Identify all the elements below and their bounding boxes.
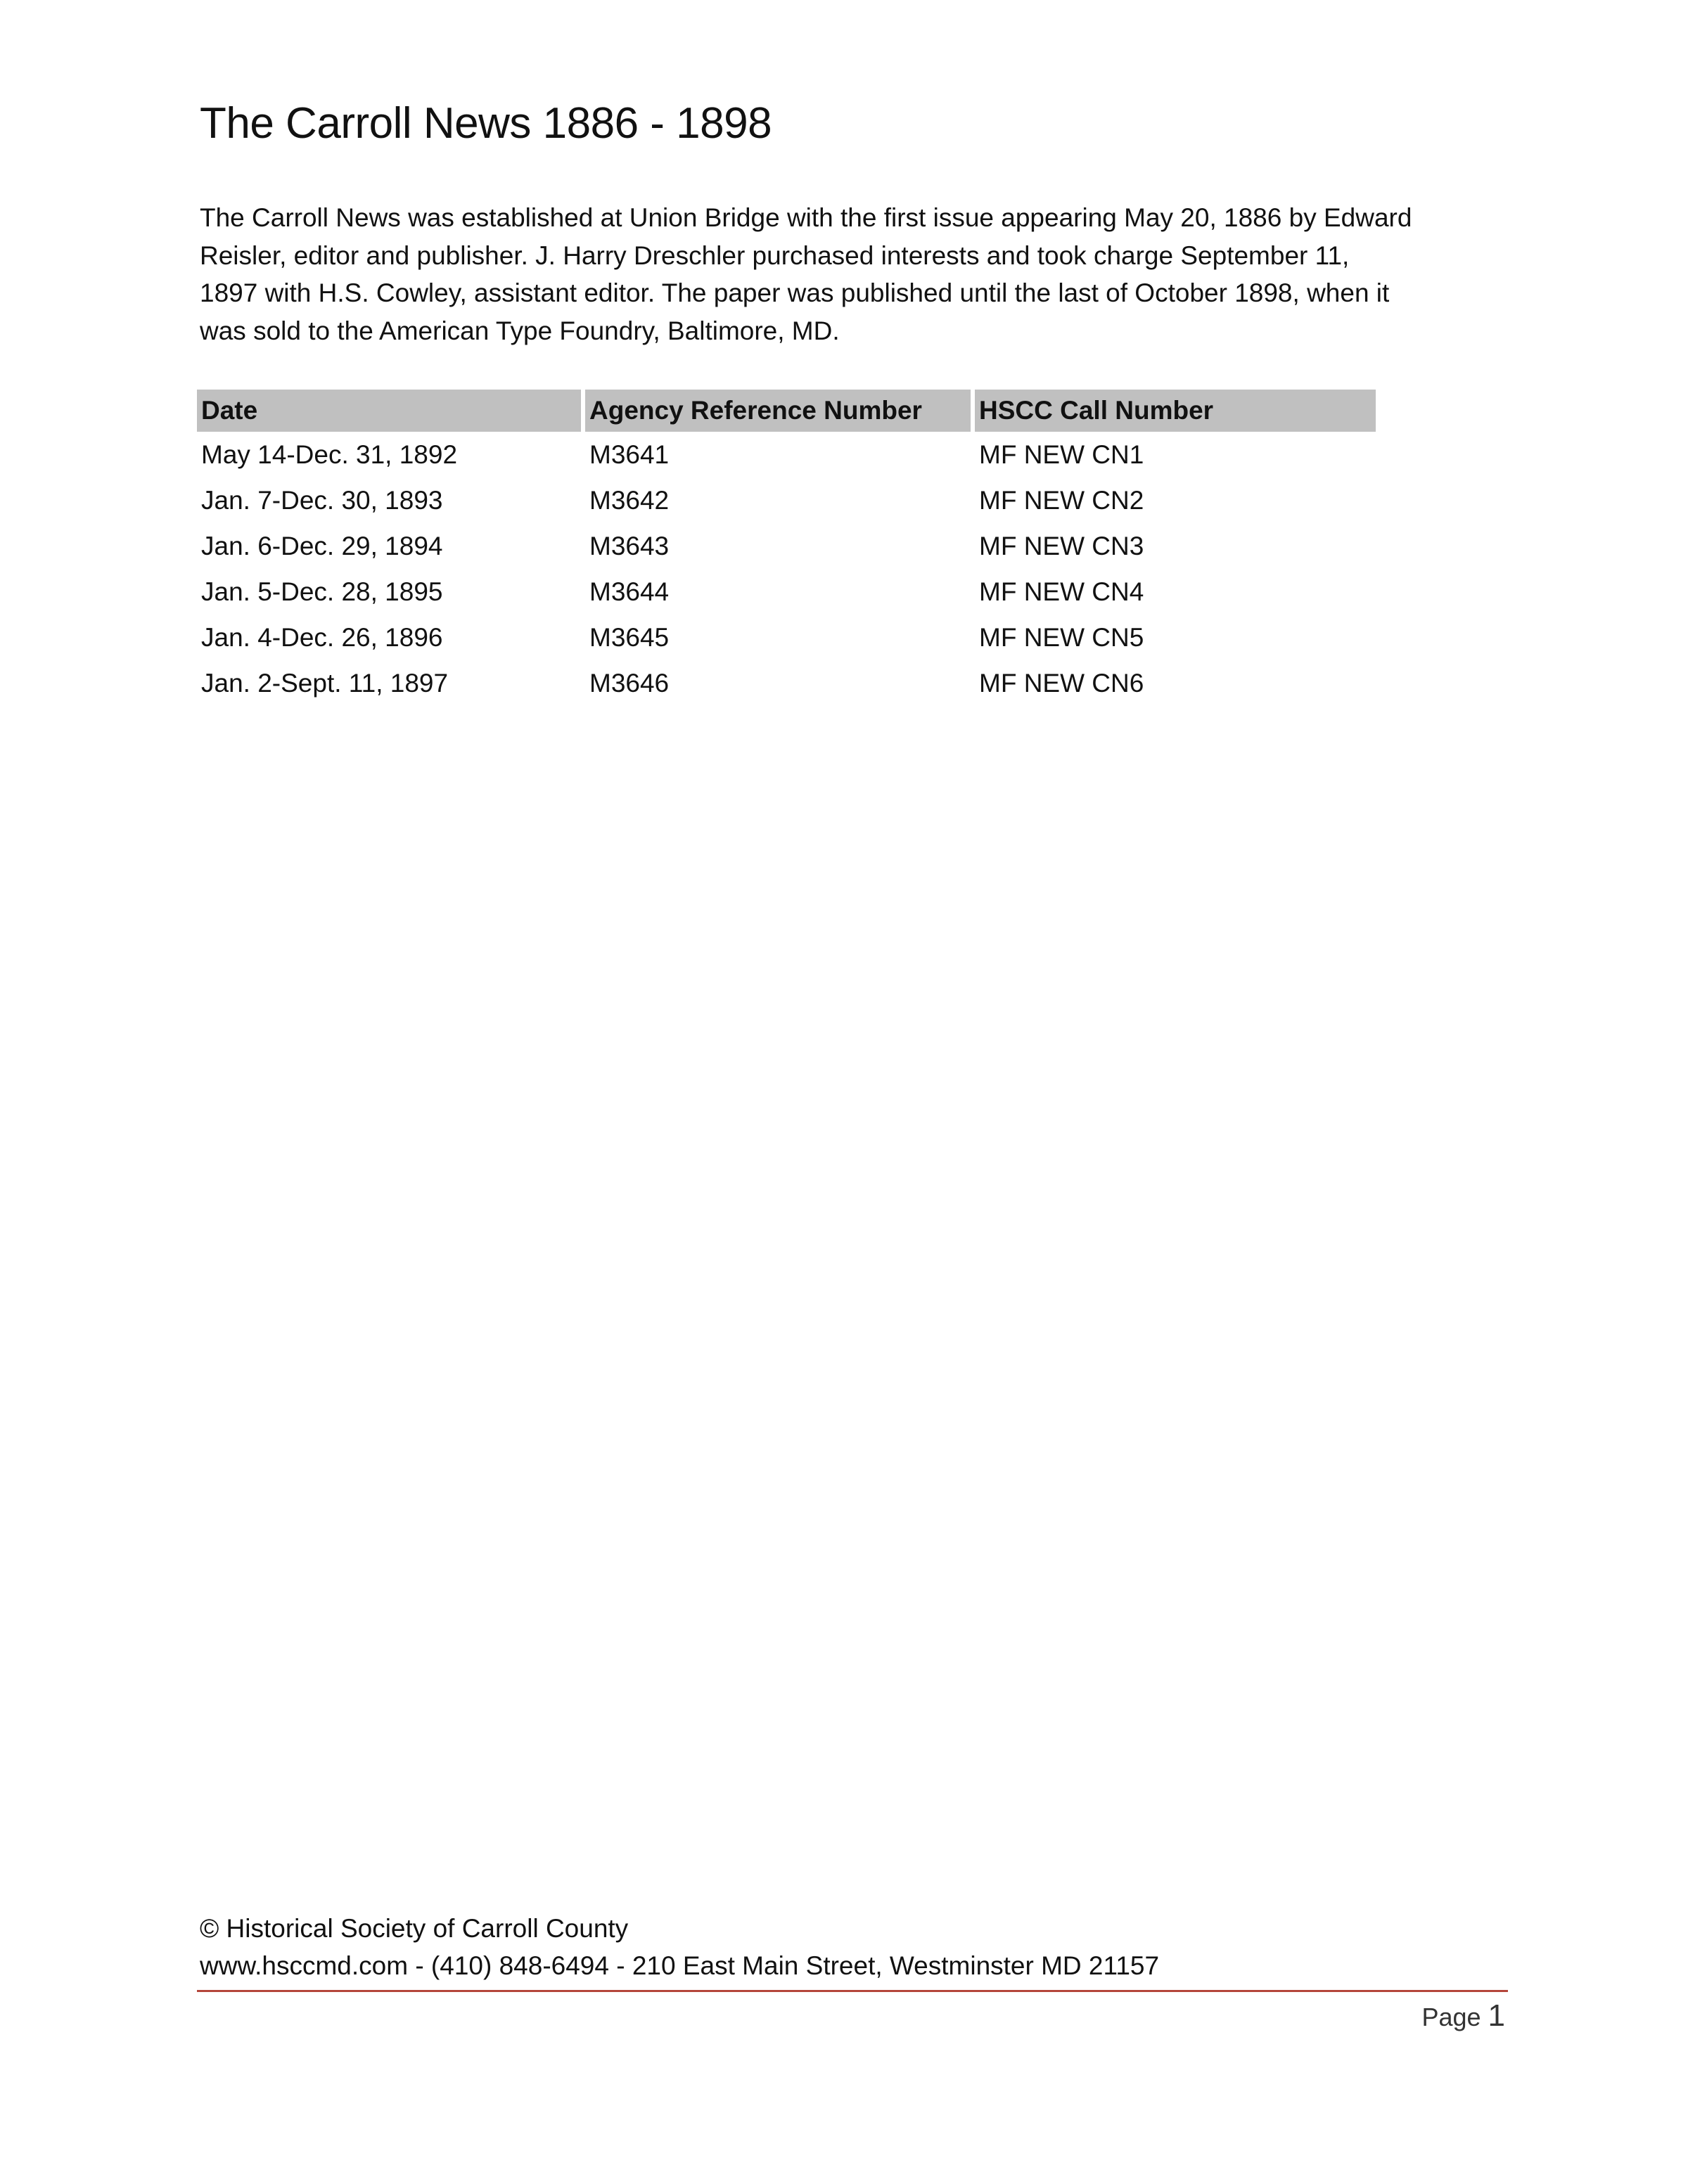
cell-date: Jan. 2-Sept. 11, 1897 (201, 668, 449, 698)
page-number-value: 1 (1488, 1998, 1505, 2033)
footer-contact-info: www.hsccmd.com - (410) 848-6494 - 210 East Main Street, Westminster MD 21157 (200, 1951, 1160, 1980)
intro-line: was sold to the American Type Foundry, Baltimore, MD. (200, 316, 840, 345)
table-row (197, 523, 1376, 569)
footer-copyright: © Historical Society of Carroll County (200, 1914, 629, 1943)
cell-date: Jan. 7-Dec. 30, 1893 (201, 485, 443, 515)
cell-agency-ref: M3641 (589, 439, 670, 469)
cell-agency-ref: M3646 (589, 668, 670, 698)
page-number-label: Page (1421, 2003, 1481, 2031)
table-row (197, 569, 1376, 615)
holdings-table (197, 390, 1376, 706)
table-row (197, 477, 1376, 523)
table-row (197, 660, 1376, 706)
page-number (1421, 1998, 1505, 2034)
header-date: Date (197, 390, 585, 432)
cell-call-number: MF NEW CN2 (979, 485, 1144, 515)
cell-agency-ref: M3642 (589, 485, 670, 515)
intro-line: 1897 with H.S. Cowley, assistant editor. The paper was published until the last of October 1898, when it (200, 278, 1390, 307)
cell-call-number: MF NEW CN4 (979, 577, 1144, 606)
header-hscc-call-number: HSCC Call Number (975, 390, 1376, 432)
page-title: The Carroll News 1886 - 1898 (200, 99, 772, 148)
cell-call-number: MF NEW CN1 (979, 439, 1144, 469)
table-row (197, 432, 1376, 477)
intro-line: Reisler, editor and publisher. J. Harry Dreschler purchased interests and took charge September 11, (200, 240, 1350, 270)
header-agency-reference-number: Agency Reference Number (585, 390, 975, 432)
cell-agency-ref: M3645 (589, 622, 670, 652)
intro-line: The Carroll News was established at Union Bridge with the first issue appearing May 20, 1886 by Edward (200, 203, 1412, 232)
footer-divider (197, 1990, 1508, 1992)
cell-call-number: MF NEW CN6 (979, 668, 1144, 698)
table-row (197, 615, 1376, 660)
cell-agency-ref: M3644 (589, 577, 670, 606)
cell-call-number: MF NEW CN5 (979, 622, 1144, 652)
cell-date: Jan. 5-Dec. 28, 1895 (201, 577, 443, 606)
cell-call-number: MF NEW CN3 (979, 531, 1144, 560)
cell-date: Jan. 4-Dec. 26, 1896 (201, 622, 443, 652)
cell-agency-ref: M3643 (589, 531, 670, 560)
cell-date: May 14-Dec. 31, 1892 (201, 439, 458, 469)
cell-date: Jan. 6-Dec. 29, 1894 (201, 531, 443, 560)
intro-paragraph (200, 199, 1508, 349)
table-header-row (197, 390, 1376, 432)
